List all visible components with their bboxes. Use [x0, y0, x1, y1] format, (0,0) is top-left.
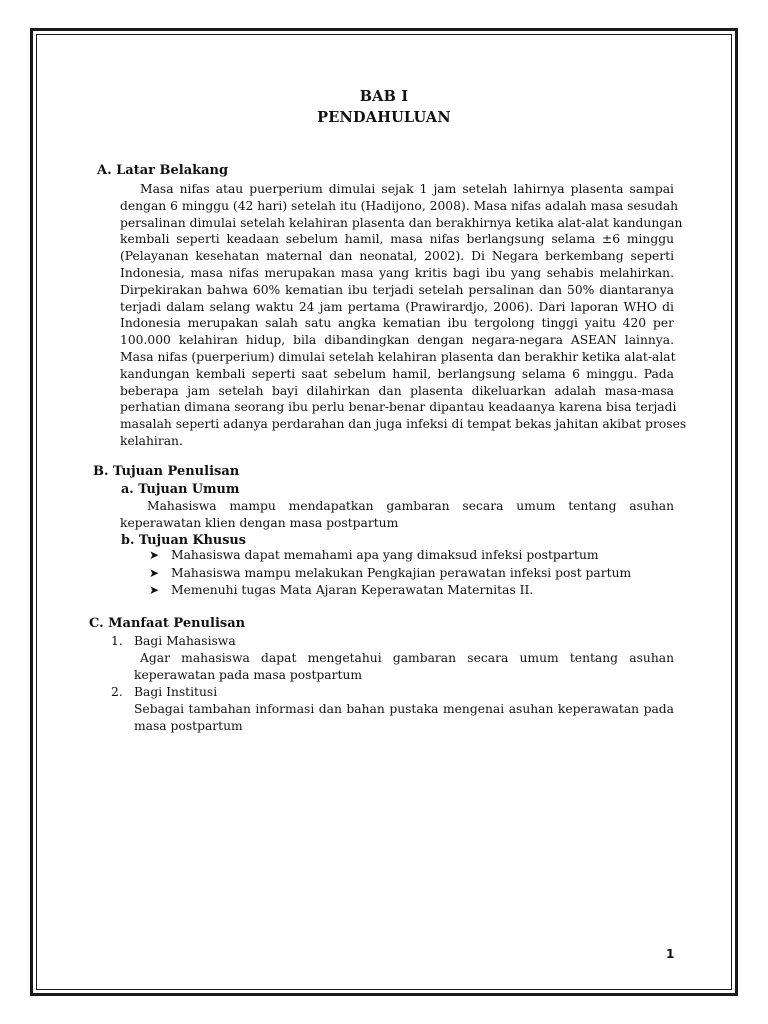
paragraph-line: Dirpekirakan bahwa 60% kematian ibu terjadi setelah persalinan dan 50% diantaranya [120, 282, 674, 297]
arrow-bullet-icon: ➤ [149, 583, 160, 597]
paragraph-line: terjadi dalam selang waktu 24 jam pertama (Prawirardjo, 2006). Dari laporan WHO di [120, 299, 674, 314]
tujuan-khusus-heading: b. Tujuan Khusus [121, 533, 246, 548]
manfaat-item-label: Bagi Institusi [134, 685, 218, 699]
arrow-bullet-icon: ➤ [149, 548, 160, 562]
list-item-text: Mahasiswa mampu melakukan Pengkajian perawatan infeksi post partum [171, 566, 632, 580]
chapter-subtitle: PENDAHULUAN [317, 109, 451, 126]
list-item-text: Memenuhi tugas Mata Ajaran Keperawatan Maternitas II. [171, 583, 534, 597]
paragraph-line: kelahiran. [120, 433, 183, 448]
manfaat-institusi-paragraph [134, 701, 674, 735]
chapter-title: BAB I [359, 88, 409, 105]
page-number: 1 [666, 947, 675, 961]
tujuan-khusus-item [149, 566, 631, 580]
section-a-heading: A. Latar Belakang [97, 163, 229, 178]
paragraph-line: 100.000 kelahiran hidup, bila dibandingkan dengan negara-negara ASEAN lainnya. [120, 333, 674, 348]
paragraph-line: beberapa jam setelah bayi dilahirkan dan plasenta dikeluarkan adalah masa-masa [120, 383, 674, 398]
list-item-text: Mahasiswa dapat memahami apa yang dimaksud infeksi postpartum [171, 548, 599, 562]
paragraph-line: Indonesia, masa nifas merupakan masa yang kritis bagi ibu yang sehabis melahirkan. [120, 265, 674, 280]
paragraph-line: Masa nifas (puerperium) dimulai setelah kelahiran plasenta dan berakhir ketika alat-alat [120, 349, 676, 364]
paragraph-line: (Pelayanan kesehatan maternal dan neonatal, 2002). Di Negara berkembang seperti [120, 249, 674, 264]
paragraph-line: Agar mahasiswa dapat mengetahui gambaran secara umum tentang asuhan [140, 651, 674, 665]
paragraph-line: Indonesia merupakan salah satu angka kematian ibu tergolong tinggi yaitu 420 per [120, 316, 674, 331]
section-c-heading: C. Manfaat Penulisan [89, 616, 246, 631]
manfaat-mahasiswa-paragraph [134, 650, 674, 684]
paragraph-line: Masa nifas atau puerperium dimulai sejak 1 jam setelah lahirnya plasenta sampai [140, 182, 674, 196]
paragraph-line: kembali seperti keadaan sebelum hamil, masa nifas berlangsung selama ±6 minggu [120, 232, 674, 247]
paragraph-line: persalinan dimulai setelah kelahiran plasenta dan berakhirnya ketika alat-alat kandungan [120, 215, 683, 230]
paragraph-line: perhatian dimana seorang ibu perlu benar-benar dipantau keadaanya karena bisa terjadi [120, 400, 677, 415]
paragraph-line: dengan 6 minggu (42 hari) setelah itu (Hadijono, 2008). Masa nifas adalah masa sesudah [120, 198, 679, 213]
paragraph-line: keperawatan pada masa postpartum [134, 667, 363, 682]
paragraph-line: keperawatan klien dengan masa postpartum [120, 515, 399, 530]
paragraph-line: masa postpartum [134, 718, 243, 733]
paragraph-line: kandungan kembali seperti saat sebelum hamil, berlangsung selama 6 minggu. Pada [120, 366, 674, 381]
section-b-heading: B. Tujuan Penulisan [93, 464, 240, 479]
manfaat-item-label: Bagi Mahasiswa [134, 634, 236, 648]
tujuan-umum-paragraph [120, 498, 674, 532]
paragraph-line: masalah seperti adanya perdarahan dan juga infeksi di tempat bekas jahitan akibat proses [120, 417, 687, 432]
paragraph-line: Sebagai tambahan informasi dan bahan pustaka mengenai asuhan keperawatan pada [134, 702, 674, 716]
tujuan-khusus-item [149, 548, 599, 562]
paragraph-line: Mahasiswa mampu mendapatkan gambaran secara umum tentang asuhan [147, 499, 674, 513]
manfaat-item-number: 1. [111, 634, 123, 648]
tujuan-umum-heading: a. Tujuan Umum [121, 482, 240, 497]
tujuan-khusus-item [149, 583, 533, 597]
section-a-paragraph [120, 181, 687, 450]
manfaat-item-number: 2. [111, 685, 123, 699]
arrow-bullet-icon: ➤ [149, 566, 160, 580]
